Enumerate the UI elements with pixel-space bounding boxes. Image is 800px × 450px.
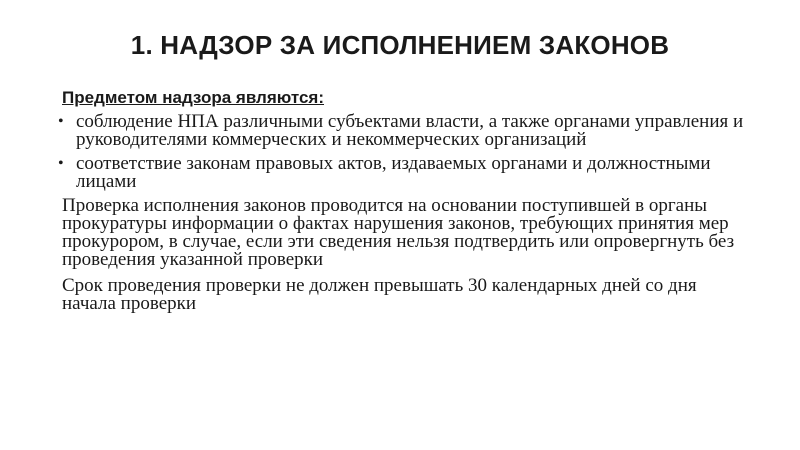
paragraph-term: Срок проведения проверки не должен превышать 30 календарных дней со дня начала проверки <box>62 275 697 314</box>
bullet-icon: • <box>58 155 64 172</box>
paragraph-inspection: Проверка исполнения законов проводится на основании поступившей в органы прокуратуры информации о фактах нарушения законов, требующих принятия мер прокурором, в случае, если эти сведения нельзя подтвердить или опровергнуть без проведения указанной проверки <box>62 195 735 270</box>
slide-title: 1. НАДЗОР ЗА ИСПОЛНЕНИЕМ ЗАКОНОВ <box>130 30 670 60</box>
bullet-icon: • <box>58 113 64 130</box>
bullet-text: соблюдение НПА различными субъектами власти, а также органами управления и руководителями коммерческих и некоммерческих организаций <box>76 111 744 150</box>
bullet-list <box>58 111 752 192</box>
bullet-text: соответствие законам правовых актов, издаваемых органами и должностными лицами <box>76 153 711 192</box>
subheading: Предметом надзора являются: <box>62 88 325 107</box>
slide-content <box>58 88 752 314</box>
bullet-item <box>58 153 752 192</box>
bullet-item <box>58 111 752 150</box>
